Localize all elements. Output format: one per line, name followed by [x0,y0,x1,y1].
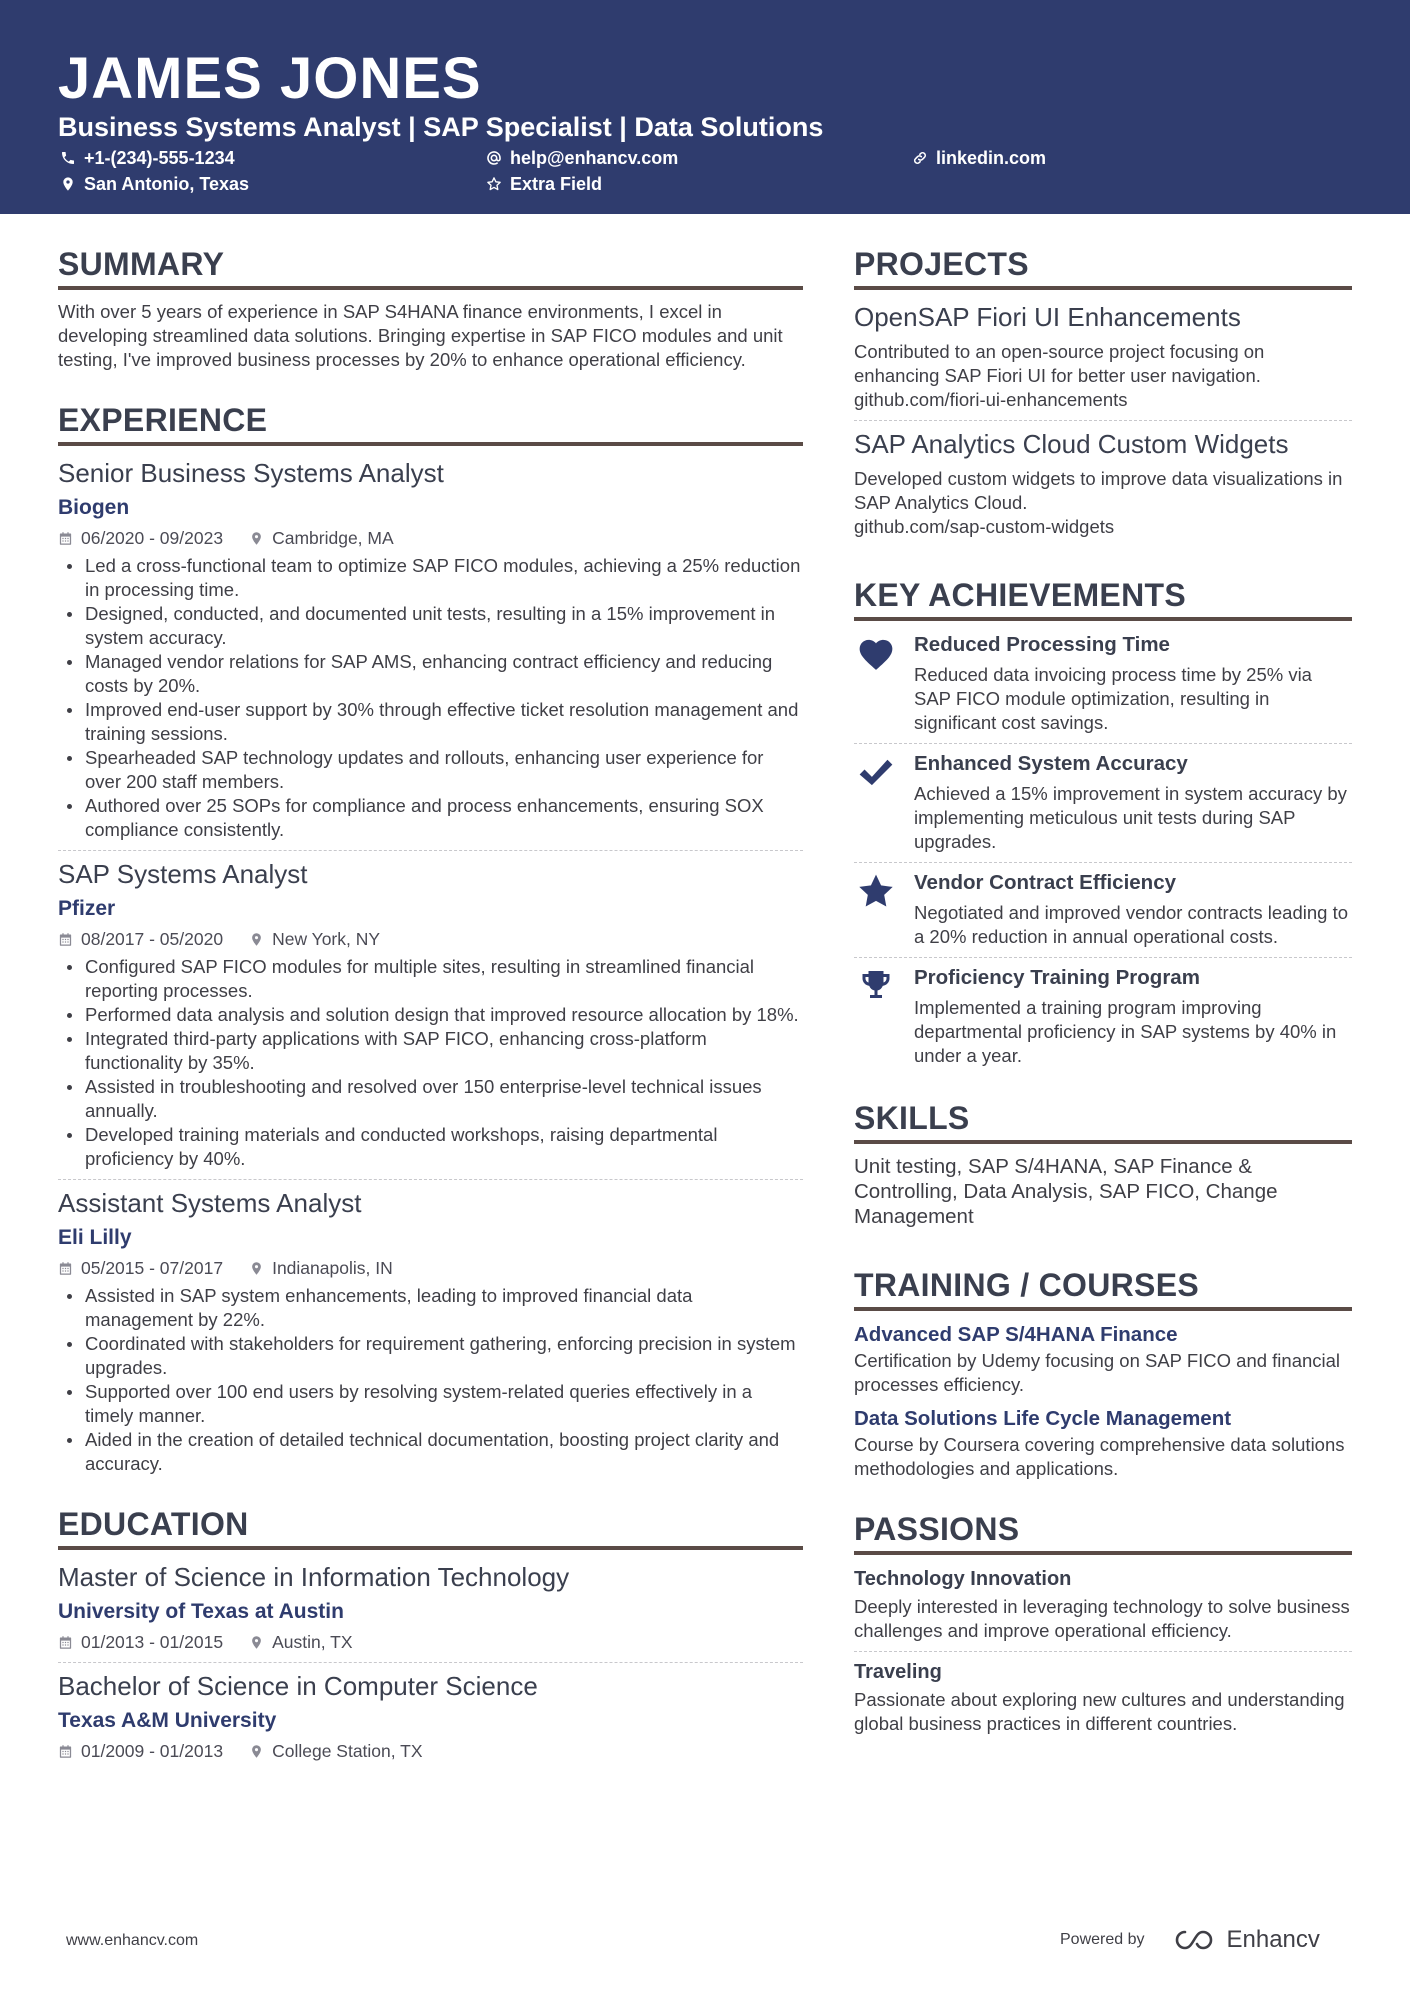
divider [58,1179,803,1180]
company-name: Biogen [58,496,130,519]
education-heading: EDUCATION [58,1504,803,1550]
divider [854,420,1352,421]
location-pin-icon [249,932,264,947]
job-dates-text: 05/2015 - 07/2017 [81,1258,224,1278]
extra-field-contact [486,172,602,196]
job-bullet: Managed vendor relations for SAP AMS, enhancing contract efficiency and reducing costs by 20%. [58,650,803,698]
achievement-description: Implemented a training program improving departmental proficiency in SAP systems by 40% in under a year. [914,997,1337,1066]
education-location-text: College Station, TX [272,1741,423,1761]
job-bullets [58,554,803,842]
achievement-description: Achieved a 15% improvement in system accuracy by implementing meticulous unit tests during SAP upgrades. [914,783,1347,852]
calendar-icon [58,1635,73,1650]
project-entry [854,300,1352,412]
job-dates [58,1256,223,1280]
job-bullet: Coordinated with stakeholders for requirement gathering, enforcing precision in system upgrades. [58,1332,803,1380]
project-desc-text: Developed custom widgets to improve data visualizations in SAP Analytics Cloud. [854,468,1343,513]
passions-heading: PASSIONS [854,1509,1352,1555]
summary-heading: SUMMARY [58,244,803,290]
job-title: Assistant Systems Analyst [58,1188,362,1218]
education-location-text: Austin, TX [272,1632,353,1652]
location-pin-icon [249,1261,264,1276]
divider [58,1662,803,1663]
phone-icon [60,150,76,166]
school-name: University of Texas at Austin [58,1600,344,1623]
summary-text: With over 5 years of experience in SAP S4HANA finance environments, I excel in developing streamlined data solutions. Bringing expertise in SAP FICO modules and unit testing, I've improved business processes by 20% to enhance operational efficiency. [58,301,783,370]
job-bullet: Assisted in troubleshooting and resolved over 150 enterprise-level technical issues annually. [58,1075,803,1123]
job-bullet: Configured SAP FICO modules for multiple sites, resulting in streamlined financial reporting processes. [58,955,803,1003]
passions-section [854,1509,1352,1736]
passion-title: Technology Innovation [854,1568,1072,1590]
divider [854,743,1352,744]
job-entry [58,857,803,1171]
powered-by-text: Powered by [1060,1931,1145,1948]
company-name: Eli Lilly [58,1226,132,1249]
passion-entry [854,1565,1352,1643]
heart-icon [856,635,896,671]
course-title: Data Solutions Life Cycle Management [854,1407,1232,1430]
project-description [854,467,1352,539]
skills-text: Unit testing, SAP S/4HANA, SAP Finance & Controlling, Data Analysis, SAP FICO, Change Management [854,1155,1278,1228]
job-bullet: Authored over 25 SOPs for compliance and process enhancements, ensuring SOX compliance consistently. [58,794,803,842]
projects-section [854,244,1352,539]
job-bullet: Led a cross-functional team to optimize SAP FICO modules, achieving a 25% reduction in processing time. [58,554,803,602]
job-dates-text: 06/2020 - 09/2023 [81,528,224,548]
star-outline-icon [486,176,502,192]
job-location-text: New York, NY [272,929,381,949]
job-dates [58,927,223,951]
job-meta [58,526,803,550]
job-bullet: Assisted in SAP system enhancements, leading to improved financial data management by 22%. [58,1284,803,1332]
right-column [854,244,1352,1736]
achievement-icon-wrap [854,631,898,735]
achievement-description: Negotiated and improved vendor contracts leading to a 20% reduction in annual operational costs. [914,902,1348,947]
link-icon [912,150,928,166]
achievement-entry [854,964,1352,1068]
phone-contact [60,146,235,170]
job-entry [58,456,803,842]
job-location [249,1256,393,1280]
achievement-description: Reduced data invoicing process time by 25% via SAP FICO module optimization, resulting in significant cost savings. [914,664,1312,733]
resume-header [0,0,1410,214]
summary-section [58,244,803,372]
achievement-icon-wrap [854,869,898,949]
job-bullet: Spearheaded SAP technology updates and rollouts, enhancing user experience for over 200 staff members. [58,746,803,794]
degree-title: Bachelor of Science in Computer Science [58,1671,538,1701]
education-location [249,1630,352,1654]
job-bullet: Improved end-user support by 30% through effective ticket resolution management and training sessions. [58,698,803,746]
education-entry [58,1669,803,1763]
extra-field-text: Extra Field [510,174,603,194]
left-column [58,244,803,1763]
achievement-entry [854,750,1352,854]
job-bullet: Aided in the creation of detailed technical documentation, boosting project clarity and accuracy. [58,1428,803,1476]
passion-description: Deeply interested in leveraging technology to solve business challenges and improve operational efficiency. [854,1596,1350,1641]
job-dates [58,526,223,550]
job-title: Senior Business Systems Analyst [58,458,444,488]
location-contact [60,172,249,196]
candidate-name: JAMES JONES [58,46,482,111]
training-heading: TRAINING / COURSES [854,1265,1352,1311]
project-title: OpenSAP Fiori UI Enhancements [854,302,1241,332]
calendar-icon [58,531,73,546]
achievement-entry [854,869,1352,949]
calendar-icon [58,1744,73,1759]
phone-text: +1-(234)-555-1234 [84,148,235,168]
skills-heading: SKILLS [854,1098,1352,1144]
degree-title: Master of Science in Information Technology [58,1562,570,1592]
job-meta [58,927,803,951]
job-bullet: Supported over 100 end users by resolving system-related queries effectively in a timely manner. [58,1380,803,1428]
divider [854,957,1352,958]
location-pin-icon [249,1635,264,1650]
divider [854,1651,1352,1652]
location-text: San Antonio, Texas [84,174,250,194]
achievement-entry [854,631,1352,735]
job-bullet: Integrated third-party applications with SAP FICO, enhancing cross-platform functionality by 35%. [58,1027,803,1075]
project-title: SAP Analytics Cloud Custom Widgets [854,429,1289,459]
email-contact[interactable] [486,146,678,170]
linkedin-contact[interactable] [912,146,1046,170]
education-section [58,1504,803,1763]
job-location-text: Cambridge, MA [272,528,394,548]
job-title: SAP Systems Analyst [58,859,308,889]
achievement-title: Enhanced System Accuracy [914,752,1188,775]
achievements-section [854,575,1352,1068]
education-meta [58,1739,803,1763]
linkedin-text[interactable]: linkedin.com [936,148,1047,168]
company-name: Pfizer [58,897,116,920]
check-icon [856,754,896,790]
location-pin-icon [60,176,76,192]
project-link[interactable]: github.com/fiori-ui-enhancements [854,389,1128,410]
enhancv-logo-icon [1171,1927,1219,1953]
at-icon [486,150,502,166]
passion-title: Traveling [854,1661,942,1683]
star-icon [856,873,896,909]
job-entry [58,1186,803,1476]
job-bullet: Developed training materials and conducted workshops, raising departmental proficiency by 40%. [58,1123,803,1171]
location-pin-icon [249,531,264,546]
project-entry [854,427,1352,539]
enhancv-logo[interactable] [1171,1926,1320,1954]
divider [854,862,1352,863]
job-dates-text: 08/2017 - 05/2020 [81,929,224,949]
email-text[interactable]: help@enhancv.com [510,148,679,168]
divider [58,850,803,851]
course-title: Advanced SAP S/4HANA Finance [854,1323,1178,1346]
course-entry [854,1321,1352,1397]
education-dates-text: 01/2009 - 01/2013 [81,1741,224,1761]
job-bullet: Performed data analysis and solution design that improved resource allocation by 18%. [58,1003,803,1027]
footer-branding [1060,1926,1320,1954]
projects-heading: PROJECTS [854,244,1352,290]
experience-heading: EXPERIENCE [58,400,803,446]
job-location-text: Indianapolis, IN [272,1258,393,1278]
passion-entry [854,1658,1352,1736]
job-bullet: Designed, conducted, and documented unit tests, resulting in a 15% improvement in system accuracy. [58,602,803,650]
footer-site-link[interactable]: www.enhancv.com [66,1932,199,1949]
trophy-icon [856,968,896,1004]
achievement-title: Proficiency Training Program [914,966,1200,989]
project-link[interactable]: github.com/sap-custom-widgets [854,516,1115,537]
training-section [854,1265,1352,1481]
education-dates [58,1739,223,1763]
education-location [249,1739,422,1763]
calendar-icon [58,932,73,947]
experience-section [58,400,803,1476]
calendar-icon [58,1261,73,1276]
job-location [249,927,380,951]
course-description: Course by Coursera covering comprehensive data solutions methodologies and applications. [854,1434,1345,1479]
education-dates [58,1630,223,1654]
passion-description: Passionate about exploring new cultures and understanding global business practices in different countries. [854,1689,1345,1734]
job-meta [58,1256,803,1280]
job-location [249,526,394,550]
education-dates-text: 01/2013 - 01/2015 [81,1632,224,1652]
achievement-icon-wrap [854,964,898,1068]
project-desc-text: Contributed to an open-source project focusing on enhancing SAP Fiori UI for better user navigation. [854,341,1265,386]
enhancv-logo-text: Enhancv [1226,1926,1320,1953]
headline: Business Systems Analyst | SAP Specialist | Data Solutions [58,112,824,142]
education-meta [58,1630,803,1654]
achievement-title: Vendor Contract Efficiency [914,871,1177,894]
course-entry [854,1405,1352,1481]
achievement-title: Reduced Processing Time [914,633,1170,656]
achievements-heading: KEY ACHIEVEMENTS [854,575,1352,621]
school-name: Texas A&M University [58,1709,277,1732]
achievement-icon-wrap [854,750,898,854]
education-entry [58,1560,803,1654]
location-pin-icon [249,1744,264,1759]
skills-section [854,1098,1352,1229]
project-description [854,340,1352,412]
course-description: Certification by Udemy focusing on SAP FICO and financial processes efficiency. [854,1350,1341,1395]
job-bullets [58,1284,803,1476]
job-bullets [58,955,803,1171]
